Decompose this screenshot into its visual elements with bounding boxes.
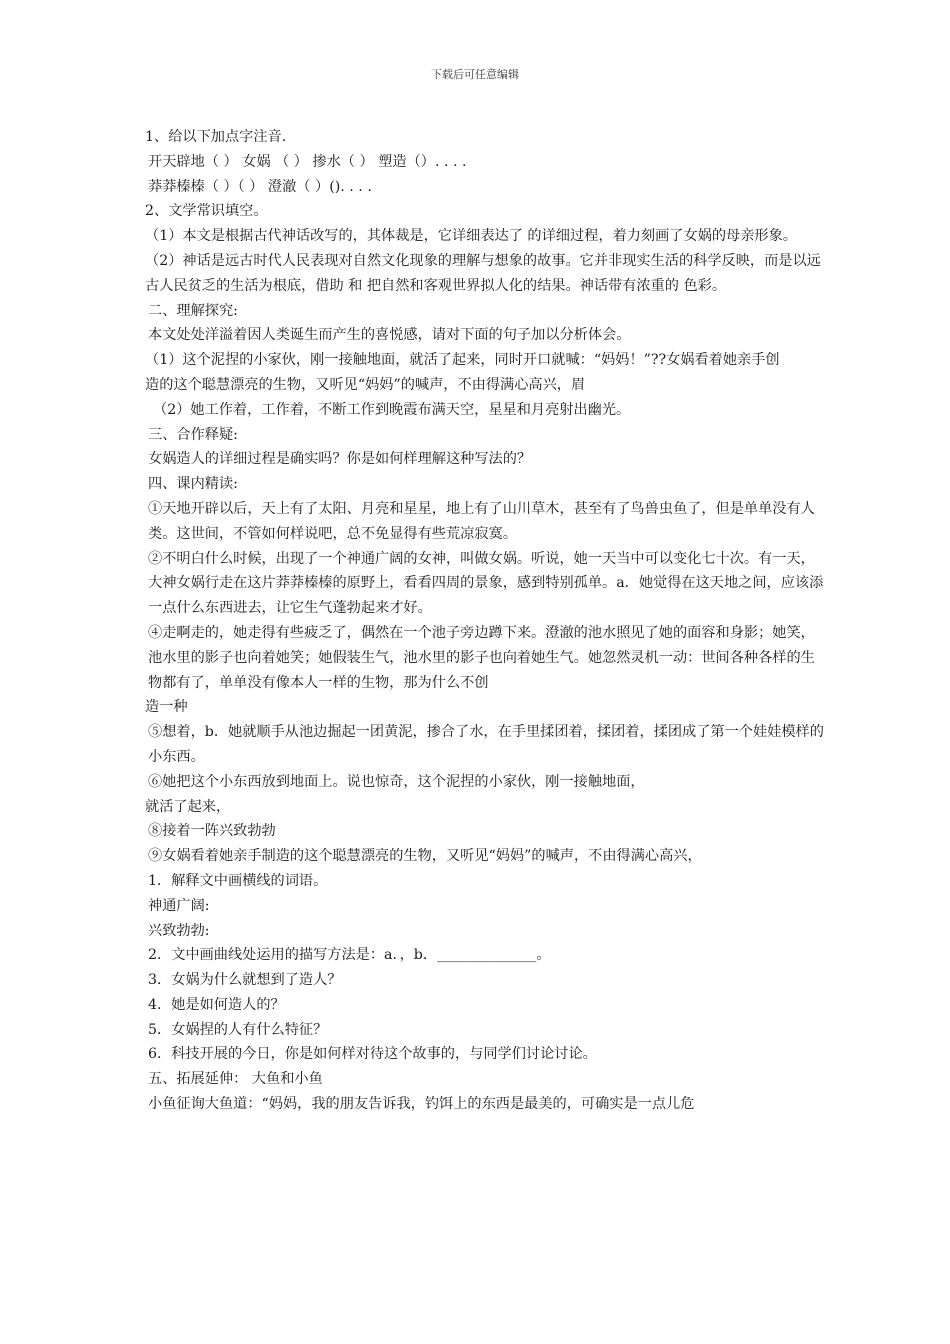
exercise-2: 2．文中画曲线处运用的描写方法是：a．，b．______________。 xyxy=(148,947,551,964)
paragraph-8: ⑧接着一阵兴致勃勃 xyxy=(148,823,276,840)
document-body xyxy=(145,125,825,1117)
pinyin-row-1: 开天辟地（ ） 女娲 （ ） 掺水（ ） 塑造（）. . . . xyxy=(148,153,467,170)
fill-blank-2: （2）神话是远古时代人民表现对自然文化现象的理解与想象的故事。它并非现实生活的科学反映，而是以远古人民贫乏的生活为根底，借助 和 把自然和客观世界拟人化的结果。神话带有浓重的 色彩。 xyxy=(145,252,821,294)
paragraph-4-continued: 造一种 xyxy=(145,699,188,716)
sentence-2: （2）她工作着，工作着，不断工作到晚霞布满天空，星星和月亮射出幽光。 xyxy=(153,401,631,418)
paragraph-2: ②不明白什么时候，出现了一个神通广阔的女神，叫做女娲。听说，她一天当中可以变化七十次。有一天，大神女娲行走在这片莽莽榛榛的原野上，看看四周的景象，感到特别孤单。a．她觉得在这天地之间，应该添一点什么东西进去，让它生气蓬勃起来才好。 xyxy=(148,550,824,617)
exercise-1-term-1: 神通广阔: xyxy=(148,897,210,914)
question-1-heading: 1、给以下加点字注音. xyxy=(145,129,287,145)
paragraph-6-continued: 就活了起来， xyxy=(145,798,231,815)
section-2-intro: 本文处处洋溢着因人类诞生而产生的喜悦感，请对下面的句子加以分析体会。 xyxy=(148,327,631,344)
extension-text: 小鱼征询大鱼道：“妈妈，我的朋友告诉我，钓饵上的东西是最美的，可确实是一点儿危 xyxy=(148,1096,695,1113)
sentence-1: （1）这个泥捏的小家伙，刚一接触地面，就活了起来，同时开口就喊：“妈妈！”??女娲看着她亲手创 xyxy=(145,352,780,369)
section-2-heading: 二、理解探究: xyxy=(148,302,238,319)
paragraph-6: ⑥她把这个小东西放到地面上。说也惊奇，这个泥捏的小家伙，刚一接触地面， xyxy=(148,773,645,790)
section-4-heading: 四、课内精读: xyxy=(148,476,238,493)
section-3-question: 女娲造人的详细过程是确实吗？你是如何样理解这种写法的？ xyxy=(148,451,532,468)
exercise-4: 4．她是如何造人的？ xyxy=(148,996,285,1013)
question-2-heading: 2、文学常识填空。 xyxy=(145,203,268,220)
section-3-heading: 三、合作释疑: xyxy=(148,426,238,443)
section-5-heading: 五、拓展延伸： 大鱼和小鱼 xyxy=(148,1071,323,1088)
sentence-1-continued: 造的这个聪慧漂亮的生物，又听见“妈妈”的喊声，不由得满心高兴，眉 xyxy=(145,376,586,393)
pinyin-row-2: 莽莽榛榛（ ）（ ） 澄澈（ ）(). . . . xyxy=(148,178,372,195)
exercise-5: 5．女娲捏的人有什么特征？ xyxy=(148,1021,328,1038)
exercise-1: 1．解释文中画横线的词语。 xyxy=(148,872,328,889)
exercise-1-term-2: 兴致勃勃: xyxy=(148,922,210,939)
paragraph-5: ⑤想着，b．她就顺手从池边掘起一团黄泥，掺合了水，在手里揉团着，揉团着，揉团成了第一个娃娃模样的小东西。 xyxy=(148,724,824,765)
paragraph-1: ①天地开辟以后，天上有了太阳、月亮和星星，地上有了山川草木，甚至有了鸟兽虫鱼了，但是单单没有人类。这世间，不管如何样说吧，总不免显得有些荒凉寂寞。 xyxy=(148,500,815,542)
paragraph-4: ④走啊走的，她走得有些疲乏了，偶然在一个池子旁边蹲下来。澄澈的池水照见了她的面容和身影；她笑，池水里的影子也向着她笑；她假装生气，池水里的影子也向着她生气。她忽然灵机一动：世间各种各样的生物都有了，单单没有像本人一样的生物，那为什么不创 xyxy=(148,624,815,691)
exercise-3: 3．女娲为什么就想到了造人？ xyxy=(148,972,342,989)
fill-blank-1: （1）本文是根据古代神话改写的，其体裁是，它详细表达了 的详细过程，着力刻画了女娲的母亲形象。 xyxy=(145,228,797,245)
page-header: 下载后可任意编辑 xyxy=(431,68,519,81)
exercise-6: 6．科技开展的今日，你是如何样对待这个故事的，与同学们讨论讨论。 xyxy=(148,1046,597,1063)
paragraph-9: ⑨女娲看着她亲手制造的这个聪慧漂亮的生物，又听见“妈妈”的喊声，不由得满心高兴， xyxy=(148,848,702,865)
